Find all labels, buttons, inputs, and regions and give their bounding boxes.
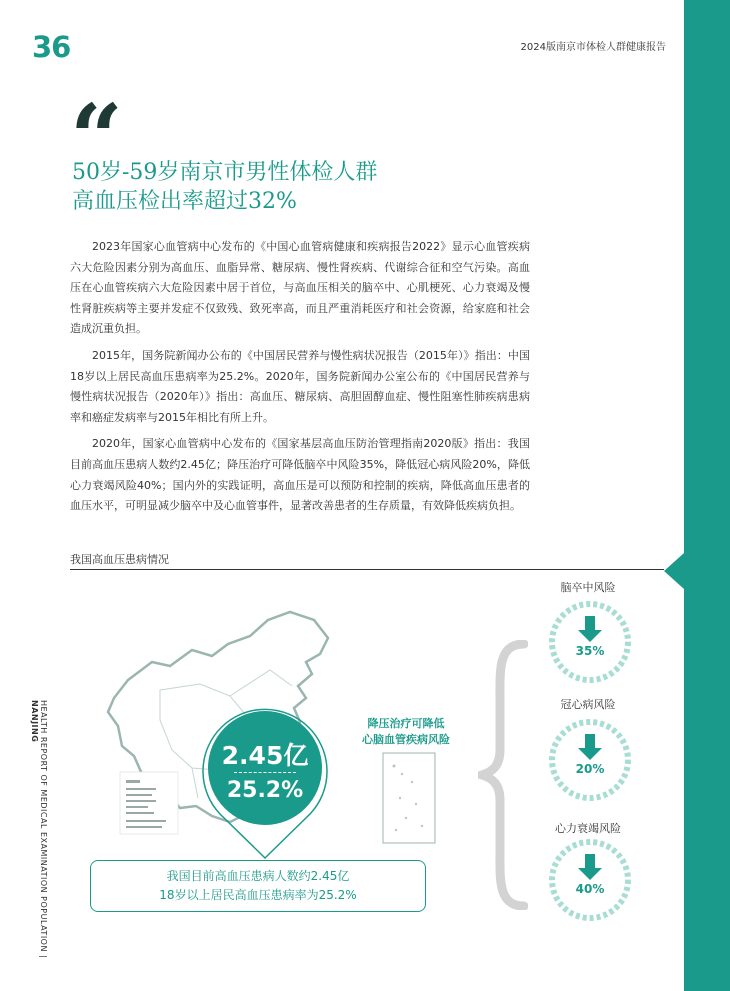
map-tag-line-2: 心脑血管疾病风险	[362, 733, 450, 746]
body-text	[70, 237, 530, 517]
risk-value: 40%	[575, 882, 605, 896]
risk-label-chd: 冠心病风险	[560, 698, 616, 711]
title-line-2: 高血压检出率超过32%	[72, 189, 297, 214]
risk-badge-stroke	[548, 600, 632, 684]
callout-line-2: 18岁以上居民高血压患病率为25.2%	[159, 888, 357, 902]
patients-count: 2.45亿	[221, 741, 309, 770]
paragraph: 2020年，国家心血管病中心发布的《国家基层高血压防治管理指南2020版》指出：我国目前高血压患病人数约2.45亿；降压治疗可降低脑卒中风险35%，降低冠心病风险20%，降低心力衰竭风险40%；国内外的实践证明，高血压是可以预防和控制的疾病，降低高血压患者的血压水平，可明显减少脑卒中及心血管事件，显著改善患者的生存质量，有效降低疾病负担。	[70, 437, 530, 513]
down-arrow-icon	[548, 718, 632, 802]
quote-mark-icon: “	[70, 84, 123, 192]
section-divider	[70, 569, 664, 570]
title-line-1: 50岁-59岁南京市男性体检人群	[72, 160, 378, 185]
risk-badge-chd	[548, 718, 632, 802]
side-color-band	[684, 0, 730, 991]
risk-value: 20%	[575, 762, 605, 776]
report-title: 2024版南京市体检人群健康报告	[520, 42, 666, 53]
page-title	[72, 158, 377, 216]
pin-separator	[234, 772, 296, 773]
paragraph: 2023年国家心血管病中心发布的《中国心血管病健康和疾病报告2022》显示心血管疾病六大危险因素分别为高血压、血脂异常、糖尿病、慢性肾疾病、代谢综合征和空气污染。高血压在心血管疾病六大危险因素中居于首位，与高血压相关的脑卒中、心肌梗死、心力衰竭及慢性肾脏疾病等主要并发症不仅致残、致死率高，而且严重消耗医疗和社会资源，给家庭和社会造成沉重负担。	[70, 240, 530, 336]
paragraph: 2015年，国务院新闻办公布的《中国居民营养与慢性病状况报告（2015年）》指出：中国18岁以上居民高血压患病率为25.2%。2020年，国务院新闻办公室公布的《中国居民营养与慢性病状况报告（2020年）》指出：高血压、糖尿病、高胆固醇血症、慢性阻塞性肺疾病患病率和癌症发病率与2015年相比有所上升。	[70, 348, 530, 424]
risk-value: 35%	[575, 644, 605, 658]
south-china-sea-inset-icon	[382, 752, 436, 844]
curly-brace-icon	[478, 640, 528, 910]
down-arrow-icon	[548, 838, 632, 922]
risk-badge-hf	[548, 838, 632, 922]
section-label: 我国高血压患病情况	[70, 553, 169, 566]
risk-label-hf: 心力衰竭风险	[555, 822, 621, 835]
callout-line-1: 我国目前高血压患病人数约2.45亿	[166, 869, 350, 883]
map-tag	[362, 716, 450, 748]
page-number: 36	[32, 30, 71, 64]
down-arrow-icon	[548, 600, 632, 684]
vertical-footer-text	[30, 700, 48, 991]
side-text-prefix: HEALTH REPORT OF MEDICAL EXAMINATION POPULATION |	[39, 700, 48, 959]
prevalence-rate: 25.2%	[226, 778, 304, 803]
side-text-city: NANJING	[30, 700, 39, 743]
map-tag-line-1: 降压治疗可降低	[367, 717, 445, 730]
summary-callout	[90, 860, 426, 912]
risk-label-stroke: 脑卒中风险	[560, 581, 616, 594]
side-band-notch	[664, 553, 684, 589]
